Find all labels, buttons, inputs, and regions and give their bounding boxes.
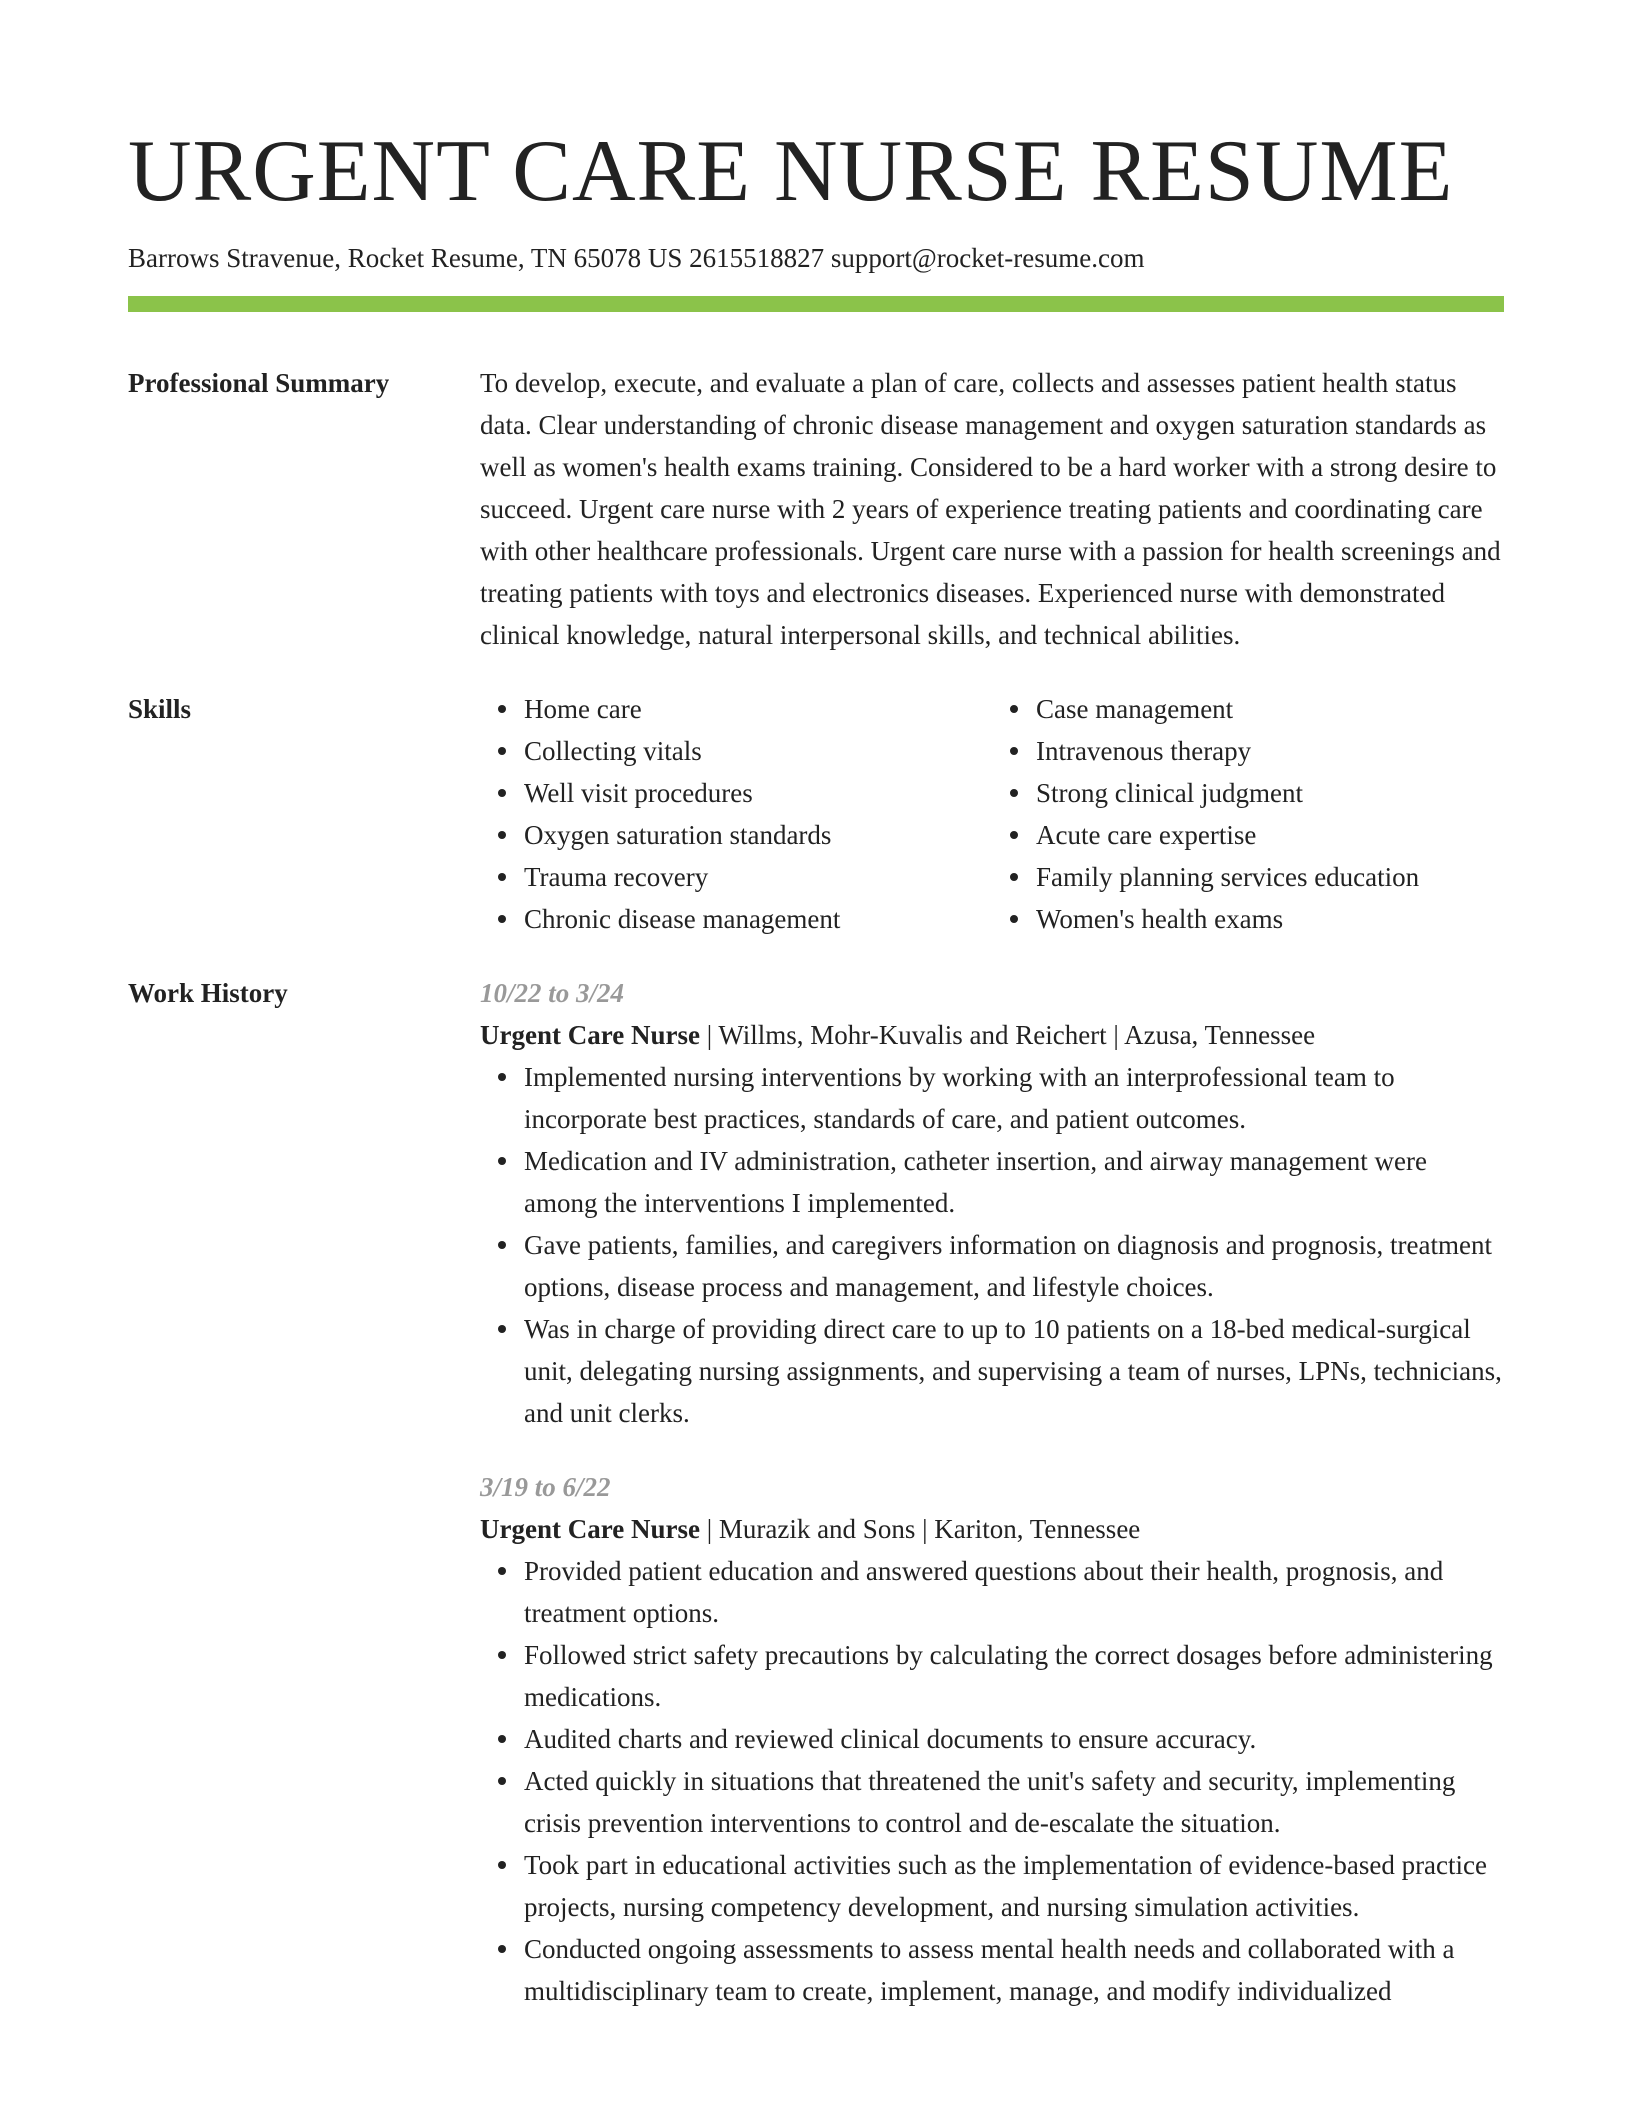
skills-section <box>128 688 1504 940</box>
resume-page <box>128 0 1504 2012</box>
job-employer-location: | Murazik and Sons | Kariton, Tennessee <box>699 1514 1141 1544</box>
resume-title: URGENT CARE NURSE RESUME <box>128 123 1454 220</box>
skill-item: Strong clinical judgment <box>1036 772 1504 814</box>
job-dates: 10/22 to 3/24 <box>480 978 625 1008</box>
skill-item: Case management <box>1036 688 1504 730</box>
job-title: Urgent Care Nurse <box>480 1020 700 1050</box>
skill-item: Acute care expertise <box>1036 814 1504 856</box>
job-bullet: Provided patient education and answered questions about their health, prognosis, and treatment options. <box>524 1550 1504 1634</box>
job-heading <box>480 1508 1504 1550</box>
work-history-section <box>128 972 1504 2012</box>
job-title: Urgent Care Nurse <box>480 1514 700 1544</box>
section-title: Professional Summary <box>128 368 390 398</box>
job-bullet: Took part in educational activities such as the implementation of evidence-based practice projects, nursing competency development, and nursing simulation activities. <box>524 1844 1504 1928</box>
job-bullet: Gave patients, families, and caregivers information on diagnosis and prognosis, treatment options, disease process and management, and lifestyle choices. <box>524 1224 1504 1308</box>
skill-item: Collecting vitals <box>524 730 992 772</box>
job-employer-location: | Willms, Mohr-Kuvalis and Reichert | Azusa, Tennessee <box>699 1020 1316 1050</box>
section-title: Work History <box>128 978 288 1008</box>
summary-text: To develop, execute, and evaluate a plan of care, collects and assesses patient health status data. Clear understanding of chronic disease management and oxygen saturation standards as well as women's health exams training. Considered to be a hard worker with a strong desire to succeed. Urgent care nurse with 2 years of experience treating patients and coordinating care with other healthcare professionals. Urgent care nurse with a passion for health screenings and treating patients with toys and electronics diseases. Experienced nurse with demonstrated clinical knowledge, natural interpersonal skills, and technical abilities. <box>480 368 1501 650</box>
job-bullet-list <box>480 1550 1504 2012</box>
header-divider <box>128 296 1504 312</box>
contact-line: Barrows Stravenue, Rocket Resume, TN 65078 US 2615518827 support@rocket-resume.com <box>128 243 1145 273</box>
skills-list-left <box>480 688 992 940</box>
job-dates: 3/19 to 6/22 <box>480 1472 611 1502</box>
job-bullet: Audited charts and reviewed clinical documents to ensure accuracy. <box>524 1718 1504 1760</box>
job-heading <box>480 1014 1504 1056</box>
skill-item: Well visit procedures <box>524 772 992 814</box>
job-entry <box>480 972 1504 1434</box>
job-bullet: Followed strict safety precautions by calculating the correct dosages before administering medications. <box>524 1634 1504 1718</box>
job-bullet-list <box>480 1056 1504 1434</box>
job-bullet: Was in charge of providing direct care to up to 10 patients on a 18-bed medical-surgical unit, delegating nursing assignments, and supervising a team of nurses, LPNs, technicians, and unit clerks. <box>524 1308 1504 1434</box>
skill-item: Family planning services education <box>1036 856 1504 898</box>
skill-item: Trauma recovery <box>524 856 992 898</box>
skills-list-right <box>992 688 1504 940</box>
job-entry <box>480 1466 1504 2012</box>
skill-item: Intravenous therapy <box>1036 730 1504 772</box>
section-title: Skills <box>128 694 192 724</box>
professional-summary-section <box>128 362 1504 656</box>
job-bullet: Acted quickly in situations that threatened the unit's safety and security, implementing crisis prevention interventions to control and de-escalate the situation. <box>524 1760 1504 1844</box>
job-bullet: Medication and IV administration, catheter insertion, and airway management were among the interventions I implemented. <box>524 1140 1504 1224</box>
skill-item: Chronic disease management <box>524 898 992 940</box>
skill-item: Oxygen saturation standards <box>524 814 992 856</box>
job-bullet: Implemented nursing interventions by working with an interprofessional team to incorporate best practices, standards of care, and patient outcomes. <box>524 1056 1504 1140</box>
job-bullet: Conducted ongoing assessments to assess mental health needs and collaborated with a multidisciplinary team to create, implement, manage, and modify individualized <box>524 1928 1504 2012</box>
skill-item: Home care <box>524 688 992 730</box>
skill-item: Women's health exams <box>1036 898 1504 940</box>
